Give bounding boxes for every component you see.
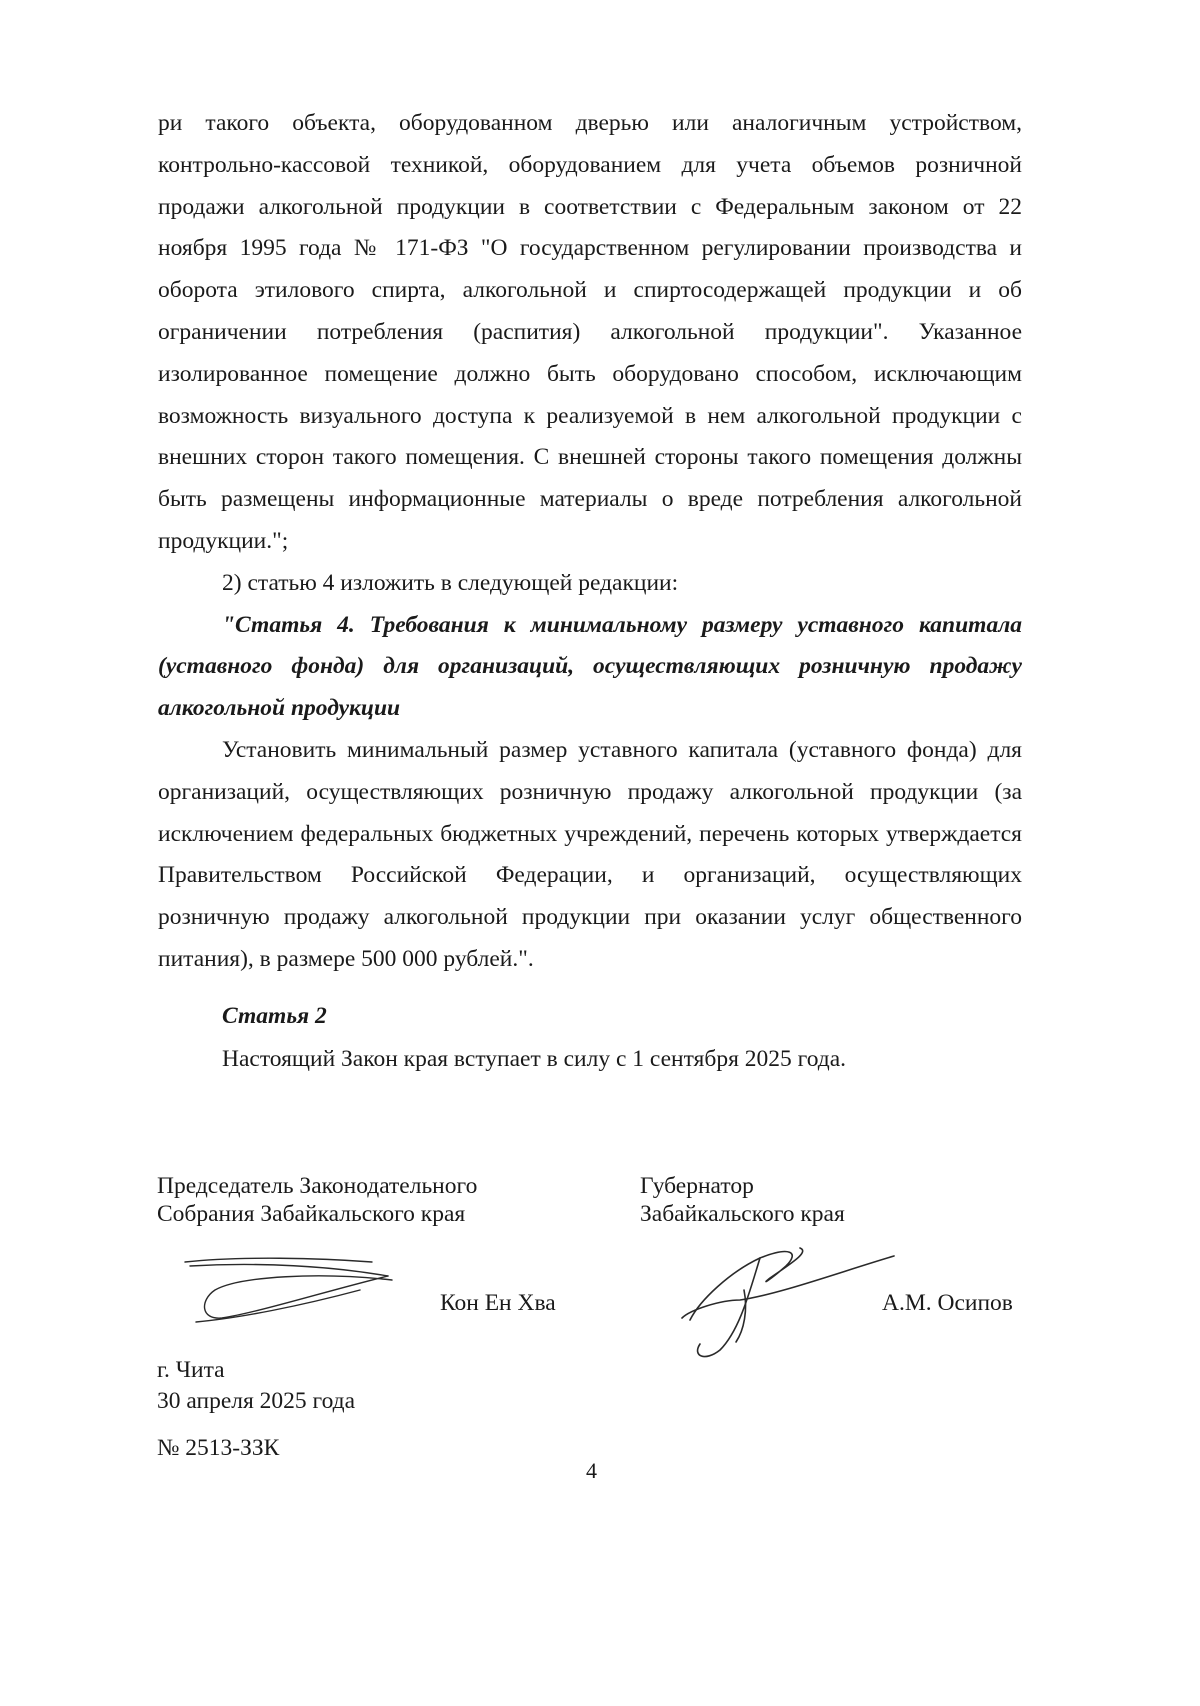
left-title-line2: Собрания Забайкальского края xyxy=(157,1201,466,1227)
right-title-line2: Забайкальского края xyxy=(640,1201,845,1227)
place: г. Чита xyxy=(157,1357,225,1383)
right-signatory-name: А.М. Осипов xyxy=(882,1290,1013,1316)
article-4-text: Установить минимальный размер уставного капитала (уставного фонда) для организаций, осуществляющих розничную продажу алкогольной продукции (за исключением федеральных бюджетных учреждений, перечень которых утверждается Правительством Российской Федерации, и организаций, осуществляющих розничную продажу алкогольной продукции при оказании услуг общественного питания), в размере 500 000 рублей.". xyxy=(158,736,1022,972)
left-signature xyxy=(185,1258,392,1322)
article-4-heading: "Статья 4. Требования к минимальному размеру уставного капитала (уставного фонда) для организаций, осуществляющих розничную продажу алкогольной продукции xyxy=(158,611,1022,722)
left-title-line1: Председатель Законодательного xyxy=(157,1173,478,1199)
right-signature xyxy=(682,1248,894,1357)
signing-date: 30 апреля 2025 года xyxy=(157,1388,356,1414)
right-title-line1: Губернатор xyxy=(640,1173,754,1199)
item-2: 2) статью 4 изложить в следующей редакции: xyxy=(222,569,679,596)
paragraph-continuation: ри такого объекта, оборудованном дверью или аналогичным устройством, контрольно-кассовой техникой, оборудованием для учета объемов розничной продажи алкогольной продукции в соответствии с Федеральным законом от 22 ноября 1995 года № 171-ФЗ "О государственном регулировании производства и оборота этилового спирта, алкогольной и спиртосодержащей продукции и об ограничении потребления (распития) алкогольной продукции". Указанное изолированное помещение должно быть оборудовано способом, исключающим возможность визуального доступа к реализуемой в нем алкогольной продукции с внешних сторон такого помещения. С внешней стороны такого помещения должны быть размещены информационные материалы о вреде потребления алкогольной продукции."; xyxy=(158,110,1022,554)
left-signatory-name: Кон Ен Хва xyxy=(440,1290,556,1316)
article-2-text: Настоящий Закон края вступает в силу с 1 сентября 2025 года. xyxy=(222,1046,847,1072)
law-number: № 2513-ЗЗК xyxy=(157,1435,280,1461)
article-2-heading: Статья 2 xyxy=(222,1003,327,1029)
page-number: 4 xyxy=(586,1458,597,1483)
